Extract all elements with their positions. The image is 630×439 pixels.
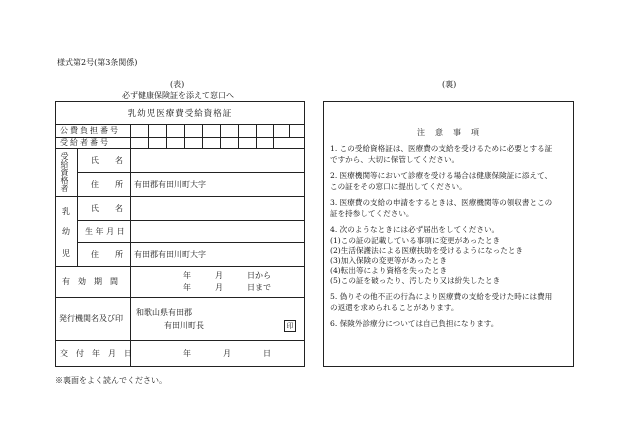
rule <box>55 266 305 267</box>
rule <box>55 196 305 197</box>
recipient-address-label: 住 所 <box>91 180 123 189</box>
note-line: この証をその窓口に提出してください。 <box>330 182 467 191</box>
child-label-2: 幼 <box>62 227 70 236</box>
note-line: ですから、大切に保管してください。 <box>330 155 460 164</box>
grid-line <box>220 124 221 148</box>
child-label-1: 乳 <box>62 207 70 216</box>
rule <box>77 242 305 243</box>
recipient-number-label: 受給者番号 <box>60 138 110 147</box>
note-line: 4. 次のようなときには必ず届出をしてください。 <box>330 225 500 234</box>
grid-line <box>289 124 290 137</box>
note-line: (3)加入保険の変更等があったとき <box>330 256 447 265</box>
grid-line <box>238 124 239 148</box>
recipient-address-value: 有田郡有田川町大字 <box>134 180 206 189</box>
grid-line <box>273 124 274 148</box>
rule <box>55 340 305 341</box>
grid-line <box>256 124 257 148</box>
note-line: 6. 保険外診療分については自己負担になります。 <box>330 319 499 328</box>
note-line: 5. 偽りその他不正の行為により医療費の支給を受けた時には費用 <box>330 292 553 301</box>
note-line: の返還を求められることがあります。 <box>330 303 459 312</box>
child-birth-label: 生 年 月 日 <box>85 227 125 236</box>
notes-title: 注 意 事 項 <box>417 128 480 137</box>
seal-box: 印 <box>284 320 296 332</box>
card-title: 乳幼児医療費受給資格証 <box>127 109 233 119</box>
validity-label: 有 効 期 間 <box>62 277 118 286</box>
rule <box>55 124 305 125</box>
note-line: 2. 医療機関等において診療を受ける場合は健康保険証に添えて、 <box>330 171 553 180</box>
child-address-label: 住 所 <box>91 250 123 259</box>
issuer-mayor: 有田川町長 <box>164 321 204 330</box>
validity-to: 年 月 日まで <box>183 283 271 292</box>
issuer-label: 発行機関名及び印 <box>59 314 123 323</box>
back-side-label: (裏) <box>442 80 457 89</box>
note-line: 1. この受給資格証は、医療費の支給を受けるために必要とする証 <box>330 144 553 153</box>
rule <box>77 172 305 173</box>
note-line: 証を持参してください。 <box>330 209 414 218</box>
recipient-name-label: 氏 名 <box>91 156 123 165</box>
child-label-3: 児 <box>62 249 70 258</box>
issue-date-label: 交 付 年 月 日 <box>60 349 132 358</box>
note-line: (5)この証を破ったり、汚したり又は紛失したとき <box>330 276 501 285</box>
recipient-group-label: 受給資格者 <box>60 152 69 192</box>
rule <box>77 220 305 221</box>
note-line: (1)この証の記載している事項に変更があったとき <box>330 236 501 245</box>
child-name-label: 氏 名 <box>91 204 123 213</box>
rule <box>55 148 305 149</box>
child-address-value: 有田郡有田川町大字 <box>134 250 206 259</box>
payer-number-label: 公費負担番号 <box>60 126 120 135</box>
front-side-label: (表) <box>170 80 185 89</box>
grid-line <box>184 124 185 148</box>
note-line: (4)転出等により資格を失ったとき <box>330 266 448 275</box>
note-line: 3. 医療費の支給の申請をするときは、医療機関等の領収書とこの <box>330 198 553 207</box>
issue-date-value: 年 月 日 <box>183 349 271 358</box>
validity-from: 年 月 日から <box>183 271 271 280</box>
rule <box>55 297 305 298</box>
grid-line <box>148 124 149 148</box>
grid-line <box>202 124 203 148</box>
issuer-prefecture: 和歌山県有田郡 <box>136 308 192 317</box>
rule <box>77 148 78 266</box>
grid-line <box>166 124 167 148</box>
form-number: 様式第2号(第3条関係) <box>57 58 138 67</box>
rule <box>130 124 131 367</box>
front-instruction: 必ず健康保険証を添えて窓口へ <box>122 91 234 100</box>
footer-note: ※裏面をよく読んでください。 <box>55 376 167 385</box>
note-line: (2)生活保護法による医療扶助を受けるようになったとき <box>330 246 524 255</box>
